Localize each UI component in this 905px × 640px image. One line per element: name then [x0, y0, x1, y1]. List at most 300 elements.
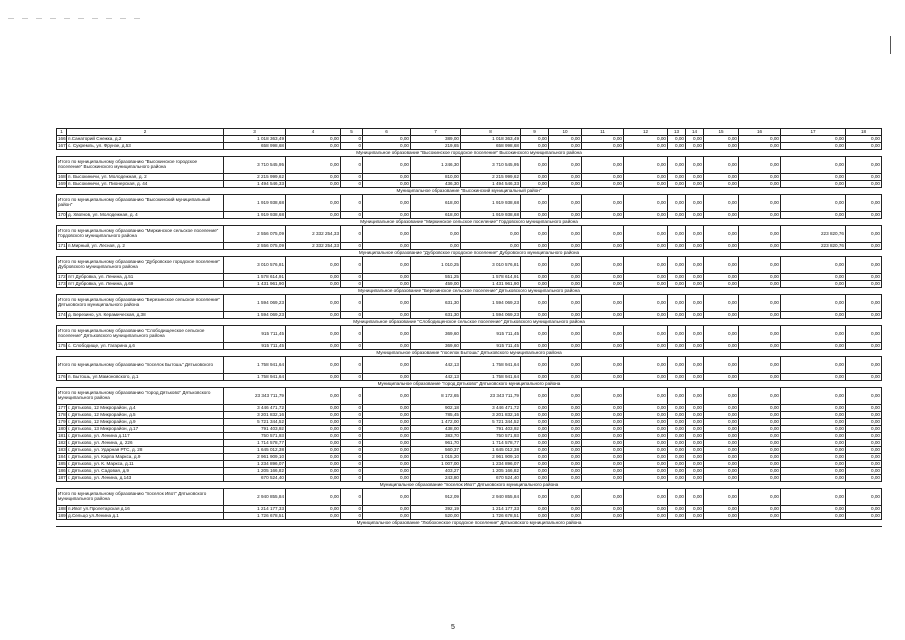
value-cell: 0,00 [549, 475, 582, 482]
value-cell: 0,00 [704, 212, 739, 219]
value-cell: 0,00 [686, 143, 704, 150]
table-row [57, 136, 882, 143]
value-cell: 0 [341, 295, 363, 312]
value-cell: 0 [341, 257, 363, 274]
value-cell: 0,00 [582, 475, 624, 482]
value-cell: 0,00 [624, 295, 668, 312]
value-cell: 0,00 [363, 461, 411, 468]
subtotal-label: Итого по муниципальному образованию "Дубровское городское поселение" Дубровского муниципального района [57, 257, 224, 274]
subtotal-row [57, 257, 882, 274]
value-cell: 0,00 [363, 447, 411, 454]
value-cell: 520,00 [411, 513, 461, 520]
value-cell: 0,00 [846, 468, 882, 475]
column-number: 10 [549, 129, 582, 136]
value-cell: 0,00 [781, 312, 846, 319]
value-cell: 0,00 [624, 440, 668, 447]
section-title: Муниципальное образование "Высокинское городское поселение" Высокинского муниципального района [57, 150, 882, 157]
value-cell: 1 758 941,64 [224, 357, 286, 374]
value-cell: 0,00 [549, 426, 582, 433]
value-cell: 0,00 [668, 388, 686, 405]
value-cell: 0,00 [582, 513, 624, 520]
value-cell: 0,00 [739, 257, 781, 274]
value-cell: 0,00 [549, 143, 582, 150]
value-cell: 0,00 [846, 243, 882, 250]
value-cell: 0,00 [286, 195, 341, 212]
table-row [57, 419, 882, 426]
value-cell: 0,00 [846, 281, 882, 288]
value-cell: 0,00 [286, 312, 341, 319]
value-cell: 0,00 [286, 374, 341, 381]
address-cell: п.Мирный, ул. Лесная, д. 2 [67, 243, 224, 250]
value-cell: 0,00 [739, 136, 781, 143]
value-cell: 1 494 546,33 [224, 181, 286, 188]
value-cell: 0,00 [549, 461, 582, 468]
value-cell: 0,00 [739, 343, 781, 350]
value-cell: 0,00 [521, 454, 549, 461]
value-cell: 1 919 938,68 [224, 195, 286, 212]
value-cell: 0,00 [704, 419, 739, 426]
value-cell: 0,00 [363, 468, 411, 475]
value-cell: 392,19 [411, 506, 461, 513]
value-cell: 0 [341, 433, 363, 440]
value-cell: 658 998,68 [224, 143, 286, 150]
value-cell: 0,00 [624, 343, 668, 350]
value-cell: 0,00 [846, 143, 882, 150]
value-cell: 0,00 [549, 312, 582, 319]
value-cell: 0,00 [704, 412, 739, 419]
address-cell: г. Дятьково, ул. Ленина д.117 [67, 433, 224, 440]
value-cell: 0,00 [781, 426, 846, 433]
column-number: 9 [521, 129, 549, 136]
column-number: 3 [224, 129, 286, 136]
value-cell: 0,00 [781, 374, 846, 381]
value-cell: 0,00 [846, 295, 882, 312]
value-cell: 0,00 [739, 388, 781, 405]
value-cell: 670 524,40 [224, 475, 286, 482]
address-cell: г. Дятьково, 12 Микрорайон, д.4 [67, 405, 224, 412]
row-number: 170 [58, 211, 66, 217]
value-cell: 0,00 [686, 257, 704, 274]
value-cell: 0,00 [704, 461, 739, 468]
value-cell: 0,00 [286, 257, 341, 274]
section-header-row [57, 482, 882, 489]
value-cell: 0,00 [704, 281, 739, 288]
value-cell: 0,00 [286, 506, 341, 513]
value-cell: 0,00 [549, 440, 582, 447]
value-cell: 0,00 [549, 195, 582, 212]
value-cell: 0,00 [686, 326, 704, 343]
value-cell: 0,00 [739, 419, 781, 426]
value-cell: 1 205 166,82 [224, 468, 286, 475]
value-cell: 0,00 [521, 281, 549, 288]
value-cell: 1 645 012,38 [461, 447, 521, 454]
value-cell: 0,00 [686, 343, 704, 350]
value-cell: 0,00 [686, 506, 704, 513]
column-number: 6 [363, 129, 411, 136]
row-number: 171 [58, 242, 66, 248]
column-number: 15 [704, 129, 739, 136]
value-cell: 1 758 941,64 [461, 357, 521, 374]
address-cell: г. Дятьково, ул. Садовая, д.9 [67, 468, 224, 475]
table-row [57, 181, 882, 188]
value-cell: 0,00 [846, 257, 882, 274]
value-cell: 0,00 [624, 281, 668, 288]
value-cell: 0,00 [686, 440, 704, 447]
value-cell: 0,00 [846, 274, 882, 281]
value-cell: 0,00 [846, 212, 882, 219]
value-cell: 0,00 [363, 243, 411, 250]
value-cell: 0,00 [624, 243, 668, 250]
value-cell: 0,00 [521, 312, 549, 319]
value-cell: 1 758 941,64 [461, 374, 521, 381]
value-cell: 0,00 [521, 226, 549, 243]
row-number: 167 [58, 142, 66, 148]
value-cell: 0,00 [549, 157, 582, 174]
value-cell: 0,00 [363, 281, 411, 288]
value-cell: 0,00 [781, 343, 846, 350]
value-cell: 0,00 [363, 374, 411, 381]
value-cell: 0,00 [704, 440, 739, 447]
value-cell: 0,00 [286, 212, 341, 219]
value-cell: 442,13 [411, 357, 461, 374]
value-cell: 0,00 [624, 357, 668, 374]
section-title: Муниципальное образование "Высокинский муниципальный район" [57, 188, 882, 195]
value-cell: 0,00 [461, 243, 521, 250]
value-cell: 0,00 [846, 412, 882, 419]
table-row [57, 440, 882, 447]
table-row [57, 174, 882, 181]
value-cell: 0,00 [739, 475, 781, 482]
value-cell: 0,00 [624, 181, 668, 188]
subtotal-label: Итого по муниципальному образованию "Слободищенское сельское поселение" Дятьковского муниципального района [57, 326, 224, 343]
value-cell: 0 [341, 419, 363, 426]
value-cell: 0,00 [549, 174, 582, 181]
value-cell: 0,00 [668, 419, 686, 426]
value-cell: 0,00 [781, 143, 846, 150]
value-cell: 0,00 [846, 489, 882, 506]
value-cell: 0,00 [624, 274, 668, 281]
value-cell: 0,00 [286, 274, 341, 281]
value-cell: 915 711,45 [461, 343, 521, 350]
value-cell: 0,00 [846, 426, 882, 433]
value-cell: 0,00 [668, 174, 686, 181]
value-cell: 0,00 [846, 157, 882, 174]
value-cell: 5 721 344,52 [224, 419, 286, 426]
value-cell: 0,00 [582, 343, 624, 350]
value-cell: 0 [341, 181, 363, 188]
value-cell: 0,00 [521, 419, 549, 426]
value-cell: 0,00 [739, 174, 781, 181]
value-cell: 2 215 999,62 [461, 174, 521, 181]
value-cell: 0,00 [704, 468, 739, 475]
value-cell: 0,00 [521, 461, 549, 468]
value-cell: 3 710 545,95 [461, 157, 521, 174]
row-number: 173 [58, 280, 66, 286]
value-cell: 0,00 [286, 357, 341, 374]
column-number: 4 [286, 129, 341, 136]
value-cell: 0,00 [668, 312, 686, 319]
value-cell: 0 [341, 143, 363, 150]
value-cell: 0,00 [411, 226, 461, 243]
table-row [57, 454, 882, 461]
value-cell: 0,00 [846, 388, 882, 405]
value-cell: 0 [341, 212, 363, 219]
value-cell: 0,00 [739, 433, 781, 440]
value-cell: 0,00 [686, 475, 704, 482]
value-cell: 0,00 [363, 226, 411, 243]
value-cell: 0,00 [781, 257, 846, 274]
value-cell: 0,00 [521, 357, 549, 374]
subtotal-label: Итого по муниципальному образованию "Миркинское сельское поселение" Гордовского муниципального района [57, 226, 224, 243]
value-cell: 0,00 [704, 257, 739, 274]
value-cell: 791 403,92 [461, 426, 521, 433]
value-cell: 0 [341, 157, 363, 174]
value-cell: 0,00 [363, 405, 411, 412]
subtotal-label: Итого по муниципальному образованию "город Дятьково" Дятьковского муниципального района [57, 388, 224, 405]
value-cell: 0,00 [686, 468, 704, 475]
address-cell: г. Дятьково, 12 Микрорайон, д.9 [67, 419, 224, 426]
value-cell: 1 018 363,49 [461, 136, 521, 143]
subtotal-label: Итого по муниципальному образованию "Высокинский муниципальный район" [57, 195, 224, 212]
value-cell: 0,00 [549, 513, 582, 520]
value-cell: 0,00 [549, 181, 582, 188]
value-cell: 0,00 [549, 468, 582, 475]
value-cell: 0,00 [739, 405, 781, 412]
value-cell: 436,30 [411, 181, 461, 188]
value-cell: 0 [341, 388, 363, 405]
value-cell: 23 343 711,79 [224, 388, 286, 405]
value-cell: 0,00 [286, 447, 341, 454]
value-cell: 0,00 [411, 243, 461, 250]
value-cell: 0,00 [286, 295, 341, 312]
row-number: 178 [58, 411, 66, 417]
value-cell: 1 494 546,33 [461, 181, 521, 188]
value-cell: 0,00 [582, 419, 624, 426]
value-cell: 0,00 [582, 174, 624, 181]
value-cell: 0,00 [668, 454, 686, 461]
value-cell: 0,00 [521, 489, 549, 506]
value-cell: 438,00 [411, 426, 461, 433]
value-cell: 0 [341, 281, 363, 288]
section-title: Муниципальное образование "Любохонское городское поселение" Дятьковского муниципального района [57, 520, 882, 527]
column-number: 8 [461, 129, 521, 136]
value-cell: 0 [341, 326, 363, 343]
column-number-row [57, 129, 882, 136]
value-cell: 1 758 941,64 [224, 374, 286, 381]
value-cell: 915 711,45 [224, 326, 286, 343]
value-cell: 0,00 [521, 157, 549, 174]
value-cell: 0,00 [704, 405, 739, 412]
value-cell: 0,00 [363, 513, 411, 520]
section-title: Муниципальное образование "Березинское сельское поселение" Дятьковского муниципального района [57, 288, 882, 295]
value-cell: 0,00 [668, 295, 686, 312]
value-cell: 0,00 [521, 174, 549, 181]
value-cell: 0,00 [624, 212, 668, 219]
value-cell: 0,00 [846, 195, 882, 212]
table-row [57, 468, 882, 475]
value-cell: 0,00 [363, 419, 411, 426]
value-cell: 0,00 [521, 412, 549, 419]
value-cell: 1 018 363,49 [224, 136, 286, 143]
value-cell: 0,00 [363, 181, 411, 188]
value-cell: 0,00 [781, 440, 846, 447]
value-cell: 0,00 [521, 343, 549, 350]
value-cell: 0,00 [704, 475, 739, 482]
value-cell: 0,00 [668, 412, 686, 419]
value-cell: 0,00 [549, 343, 582, 350]
value-cell: 0,00 [582, 295, 624, 312]
value-cell: 0,00 [363, 426, 411, 433]
value-cell: 0,00 [846, 174, 882, 181]
value-cell: 0,00 [781, 412, 846, 419]
value-cell: 0,00 [668, 181, 686, 188]
table-row [57, 506, 882, 513]
value-cell: 0,00 [686, 433, 704, 440]
value-cell: 0,00 [781, 433, 846, 440]
value-cell: 0,00 [739, 374, 781, 381]
value-cell: 3 010 576,81 [224, 257, 286, 274]
row-number: 181 [58, 432, 66, 438]
value-cell: 0,00 [286, 157, 341, 174]
value-cell: 658 998,68 [461, 143, 521, 150]
address-cell: г. Дятьково, ул. Ударная РТС, д. 28 [67, 447, 224, 454]
value-cell: 0,00 [668, 343, 686, 350]
section-title: Муниципальное образование "Дубровское городское поселение" Дубровского муниципального района [57, 250, 882, 257]
value-cell: 0,00 [549, 405, 582, 412]
value-cell: 0,00 [686, 274, 704, 281]
value-cell: 0 [341, 440, 363, 447]
value-cell: 0,00 [582, 326, 624, 343]
value-cell: 0,00 [704, 374, 739, 381]
table-row [57, 405, 882, 412]
row-number: 188 [58, 505, 66, 511]
value-cell: 0,00 [363, 440, 411, 447]
value-cell: 389,00 [411, 136, 461, 143]
value-cell: 0,00 [582, 357, 624, 374]
value-cell: 902,18 [411, 405, 461, 412]
value-cell: 1 594 069,23 [224, 295, 286, 312]
value-cell: 0,00 [846, 440, 882, 447]
value-cell: 0,00 [521, 506, 549, 513]
value-cell: 0,00 [363, 295, 411, 312]
value-cell: 0,00 [521, 475, 549, 482]
value-cell: 0 [341, 489, 363, 506]
value-cell: 0,00 [739, 506, 781, 513]
value-cell: 0,00 [549, 274, 582, 281]
subtotal-label: Итого по муниципальному образованию "поселок Ивот" Дятьковского муниципального района [57, 489, 224, 506]
value-cell: 0,00 [624, 405, 668, 412]
table-row [57, 447, 882, 454]
value-cell: 0,00 [668, 136, 686, 143]
section-header-row [57, 250, 882, 257]
value-cell: 0 [341, 243, 363, 250]
value-cell: 618,00 [411, 195, 461, 212]
value-cell: 0,00 [704, 513, 739, 520]
address-cell: п.Ивот ул.Пролетарская д.16 [67, 506, 224, 513]
value-cell: 0,00 [582, 405, 624, 412]
value-cell: 0,00 [668, 468, 686, 475]
value-cell: 0,00 [521, 447, 549, 454]
value-cell: 0,00 [624, 468, 668, 475]
value-cell: 0,00 [668, 281, 686, 288]
value-cell: 0,00 [286, 426, 341, 433]
value-cell: 0,00 [521, 195, 549, 212]
value-cell: 670 524,40 [461, 475, 521, 482]
subtotal-label: Итого по муниципальному образованию "Березинское сельское поселение" Дятьковского муниципального района [57, 295, 224, 312]
table-row [57, 374, 882, 381]
subtotal-label: Итого по муниципальному образованию "Высокинское городское поселение" Высокинского муниципального района [57, 157, 224, 174]
section-title: Муниципальное образование "поселок Бытошь" Дятьковского муниципального района [57, 350, 882, 357]
address-cell: д.Сельцо ул.Ленина д.1 [67, 513, 224, 520]
value-cell: 0,00 [286, 143, 341, 150]
value-cell: 0,00 [582, 312, 624, 319]
value-cell: 0,00 [686, 447, 704, 454]
value-cell: 0 [341, 454, 363, 461]
value-cell: 0,00 [363, 212, 411, 219]
value-cell: 0,00 [668, 489, 686, 506]
section-title: Муниципальное образование "поселок Ивот" Дятьковского муниципального района [57, 482, 882, 489]
value-cell: 0,00 [781, 181, 846, 188]
row-number: 175 [58, 342, 66, 348]
value-cell: 0,00 [286, 461, 341, 468]
value-cell: 0,00 [704, 226, 739, 243]
value-cell: 0,00 [846, 475, 882, 482]
address-cell: г. Дятьково, 13 Микрорайон, д.17 [67, 426, 224, 433]
value-cell: 0,00 [668, 326, 686, 343]
value-cell: 0 [341, 412, 363, 419]
value-cell: 8 172,65 [411, 388, 461, 405]
section-header-row [57, 150, 882, 157]
value-cell: 0,00 [686, 388, 704, 405]
value-cell: 0,00 [582, 433, 624, 440]
table-row [57, 513, 882, 520]
value-cell: 0,00 [846, 513, 882, 520]
value-cell: 0,00 [521, 374, 549, 381]
value-cell: 0,00 [704, 489, 739, 506]
value-cell: 618,00 [411, 212, 461, 219]
value-cell: 2 556 075,09 [224, 243, 286, 250]
value-cell: 1 594 069,23 [461, 295, 521, 312]
value-cell: 0,00 [363, 143, 411, 150]
value-cell: 0,00 [846, 506, 882, 513]
value-cell: 219,65 [411, 143, 461, 150]
value-cell: 0,00 [549, 295, 582, 312]
address-cell: г. Дятьково, ул. К. Маркса, д.11 [67, 461, 224, 468]
value-cell: 0,00 [363, 454, 411, 461]
value-cell: 2 215 999,62 [224, 174, 286, 181]
value-cell: 0,00 [846, 181, 882, 188]
value-cell: 0,00 [739, 143, 781, 150]
value-cell: 3 201 832,16 [461, 412, 521, 419]
value-cell: 0,00 [624, 461, 668, 468]
value-cell: 1 234 896,07 [224, 461, 286, 468]
value-cell: 0,00 [363, 157, 411, 174]
value-cell: 1 645 012,38 [224, 447, 286, 454]
value-cell: 810,00 [411, 174, 461, 181]
subtotal-row [57, 489, 882, 506]
section-title: Муниципальное образование "Слободищенское сельское поселение" Дятьковского муниципального района [57, 319, 882, 326]
value-cell: 0,00 [781, 461, 846, 468]
value-cell: 0,00 [668, 143, 686, 150]
value-cell: 243,80 [411, 475, 461, 482]
row-number: 177 [58, 404, 66, 410]
value-cell: 0 [341, 468, 363, 475]
value-cell: 0,00 [549, 506, 582, 513]
value-cell: 0,00 [686, 374, 704, 381]
value-cell: 0,00 [363, 312, 411, 319]
value-cell: 0,00 [582, 489, 624, 506]
value-cell: 0,00 [286, 468, 341, 475]
